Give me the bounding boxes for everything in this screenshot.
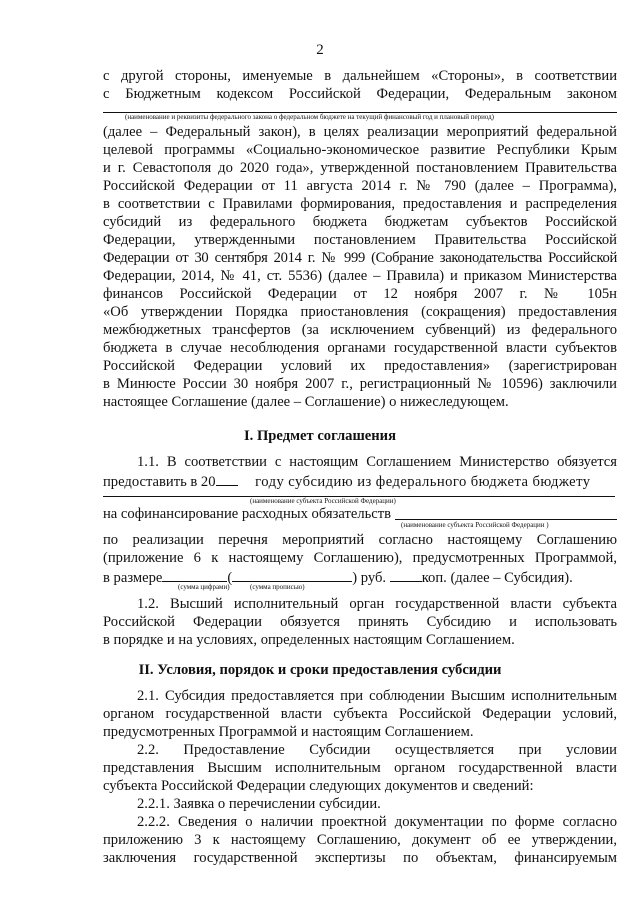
section-2-heading: II. Условия, порядок и сроки предоставления субсидии: [138, 662, 502, 678]
p22-line: представления Высшим исполнительным органом государственной власти: [103, 760, 617, 776]
body-line: настоящее Соглашение (далее – Соглашение) о нижеследующем.: [103, 394, 509, 410]
body-line: субсидий из федерального бюджета бюджетам субъектов Российской: [103, 214, 617, 230]
p12-line: 1.2. Высший исполнительный орган государственной власти субъекта: [137, 596, 617, 612]
amount-kop: коп. (далее – Субсидия).: [421, 570, 573, 586]
body-line: финансов Российской Федерации от 12 ноября 2007 г. № 105н: [103, 286, 617, 302]
amount-digits-blank: [162, 568, 227, 582]
body-line: и г. Севастополя до 2020 года», утвержденной постановлением Правительства: [103, 160, 617, 176]
section-1-heading: I. Предмет соглашения: [243, 428, 396, 444]
p222-line: 2.2.2. Сведения о наличии проектной документации по форме согласно: [137, 814, 617, 830]
p21-line: 2.1. Субсидия предоставляется при соблюдении Высшим исполнительным: [137, 688, 617, 704]
p222-line: приложению 3 к настоящему Соглашению, документ об ее утверждении,: [103, 832, 617, 848]
p221-line: 2.2.1. Заявка о перечислении субсидии.: [137, 796, 381, 812]
page-number: 2: [316, 42, 324, 58]
cofinance-text: на софинансирование расходных обязательств: [103, 506, 392, 522]
body-line: Российской Федерации условий их предоставления» (зарегистрирован: [103, 358, 617, 374]
amount-label: в размере: [103, 570, 163, 586]
intro-line: с другой стороны, именуемые в дальнейшем «Стороны», в соответствии: [103, 68, 617, 84]
subject-caption: (наименование субъекта Российской Федерации): [250, 497, 396, 505]
body-line: Российской Федерации от 11 августа 2014 г. № 790 (далее – Программа),: [103, 178, 617, 194]
intro-line: с Бюджетным кодексом Российской Федерации, Федеральным законом: [103, 86, 617, 102]
p222-line: заключения государственной экспертизы по объектам, финансируемым: [103, 850, 617, 866]
body-line: бюджета в случае несоблюдения органами государственной власти субъектов: [103, 340, 617, 356]
body-line: «Об утверждении Порядка приостановления (сокращения) предоставления: [103, 304, 617, 320]
subject-blank-line-2: [395, 519, 617, 520]
p11-year-suffix: году субсидию из федерального бюджета бюджету: [255, 474, 591, 490]
p22-line: 2.2. Предоставление Субсидии осуществляется при условии: [137, 742, 617, 758]
body-line: в соответствии с Правилами формирования, предоставления и распределения: [103, 196, 617, 212]
subject-caption-2: (наименование субъекта Российской Федерации ): [401, 521, 549, 529]
amount-rub: ) руб.: [352, 570, 387, 586]
amount-kop-blank: [390, 568, 422, 582]
p11-year-prefix: предоставить в 20: [103, 474, 216, 490]
body-line: Федерации, 2014, № 41, ст. 5536) (далее – Правила) и приказом Министерства: [103, 268, 617, 284]
law-caption: (наименование и реквизиты федерального закона о федеральном бюджете на текущий финансовый год и плановый период): [125, 113, 495, 121]
body-line: целевой программы «Социально-экономическое развитие Республики Крым: [103, 142, 617, 158]
year-blank: [216, 472, 238, 486]
body-line: в Минюсте России 30 ноября 2007 г., регистрационный № 10596) заключили: [103, 376, 617, 392]
amount-words-blank: [232, 568, 352, 582]
body-line: Федерации от 30 сентября 2014 г. № 999 (Собрание законодательства Российской: [103, 250, 617, 266]
p11-line-2: [103, 472, 617, 491]
digits-caption: (сумма цифрами): [178, 583, 230, 591]
p21-line: предусмотренных Программой и настоящим Соглашением.: [103, 724, 474, 740]
p21-line: органом государственной власти субъекта Российской Федерации условий,: [103, 706, 617, 722]
body-line: (далее – Федеральный закон), в целях реализации мероприятий федеральной: [103, 124, 617, 140]
list-line: (приложение 6 к настоящему Соглашению), предусмотренных Программой,: [103, 550, 617, 566]
p22-line: субъекта Российской Федерации следующих документов и сведений:: [103, 778, 534, 794]
body-line: Федерации, утвержденными постановлением Правительства Российской: [103, 232, 617, 248]
p11-line-1: 1.1. В соответствии с настоящим Соглашением Министерство обязуется: [137, 454, 617, 470]
body-line: межбюджетных трансфертов (за исключением субвенций) из федерального: [103, 322, 617, 338]
list-line: по реализации перечня мероприятий согласно настоящему Соглашению: [103, 532, 617, 548]
words-caption: (сумма прописью): [250, 583, 305, 591]
p12-line: в порядке и на условиях, определенных настоящим Соглашением.: [103, 632, 515, 648]
amount-open-paren: (: [227, 570, 233, 586]
p12-line: Российской Федерации обязуется принять Субсидию и использовать: [103, 614, 617, 630]
